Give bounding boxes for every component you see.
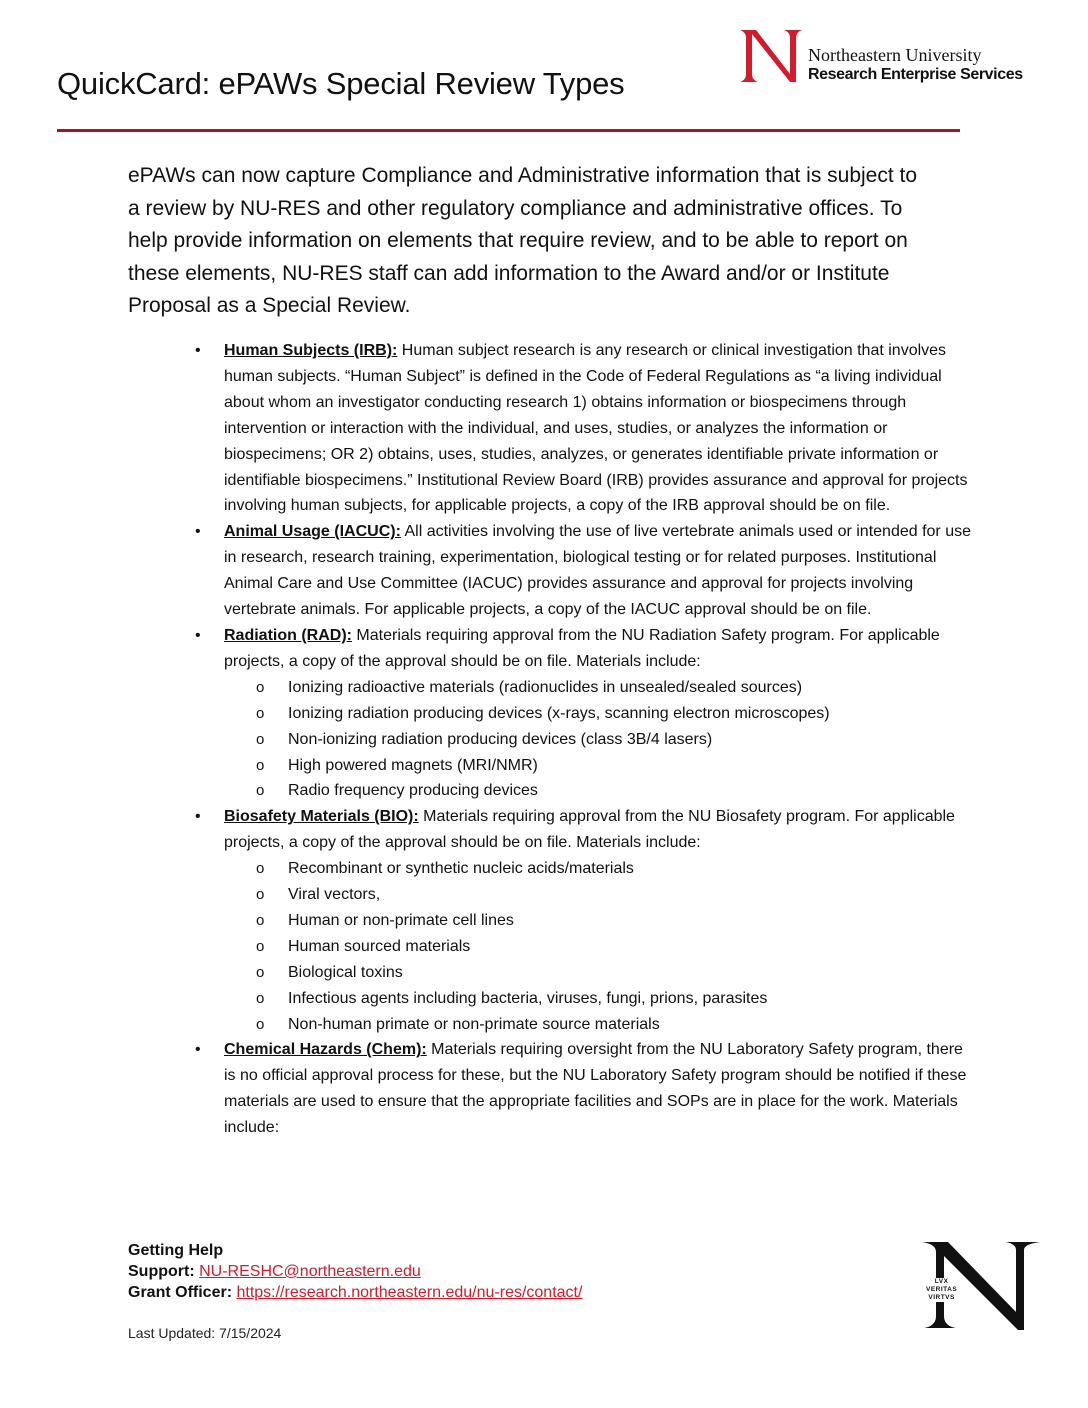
bullet-icon: • xyxy=(195,626,201,644)
list-item-human-subjects xyxy=(192,338,972,519)
list-item-radiation xyxy=(192,623,972,804)
list-item: o Biological toxins xyxy=(224,960,972,986)
circle-bullet-icon: o xyxy=(256,704,265,722)
bullet-icon: • xyxy=(195,808,201,826)
circle-bullet-icon: o xyxy=(256,989,265,1007)
title-divider xyxy=(57,129,960,132)
list-item: o Human or non-primate cell lines xyxy=(224,908,972,934)
circle-bullet-icon: o xyxy=(256,730,265,748)
circle-bullet-icon: o xyxy=(256,963,265,981)
list-item: o Viral vectors, xyxy=(224,882,972,908)
list-item: o Non-ionizing radiation producing devices (class 3B/4 lasers) xyxy=(224,727,972,753)
northeastern-seal-logo xyxy=(920,1238,1042,1333)
special-review-types-list xyxy=(192,338,972,1141)
grant-officer-label: Grant Officer: xyxy=(128,1284,233,1301)
list-item: o Radio frequency producing devices xyxy=(224,778,972,804)
list-item: o High powered magnets (MRI/NMR) xyxy=(224,753,972,779)
review-type-term: Biosafety Materials (BIO): xyxy=(224,808,419,826)
bullet-icon: • xyxy=(195,342,201,359)
list-item: o Ionizing radiation producing devices (x-rays, scanning electron microscopes) xyxy=(224,701,972,727)
unit-name: Research Enterprise Services xyxy=(808,66,1023,83)
page-title: QuickCard: ePAWs Special Review Types xyxy=(57,66,625,101)
review-type-term: Chemical Hazards (Chem): xyxy=(224,1041,427,1059)
circle-bullet-icon: o xyxy=(256,937,265,955)
support-email-link[interactable]: NU-RESHC@northeastern.edu xyxy=(199,1263,421,1280)
circle-bullet-icon: o xyxy=(256,1015,265,1033)
circle-bullet-icon: o xyxy=(256,756,265,774)
northeastern-res-logo xyxy=(738,28,1058,88)
list-item-chemical-hazards xyxy=(192,1037,972,1141)
review-type-term: Animal Usage (IACUC): xyxy=(224,523,401,541)
review-type-description: All activities involving the use of live vertebrate animals used or intended for use in research, research training, experimentation, biological testing or for related purposes. Institutional Animal Care and Use Committee (IACUC) provides assurance and approval for projects involving vertebrate animals. For applicable projects, a copy of the IACUC approval should be on file. xyxy=(224,523,971,619)
getting-help-section xyxy=(128,1240,582,1303)
seal-motto: LVX VERITAS VIRTVS xyxy=(926,1278,958,1301)
radiation-materials-list xyxy=(224,675,972,805)
list-item-animal-usage xyxy=(192,519,972,623)
circle-bullet-icon: o xyxy=(256,911,265,929)
list-item: o Recombinant or synthetic nucleic acids/materials xyxy=(224,856,972,882)
list-item: o Ionizing radioactive materials (radionuclides in unsealed/sealed sources) xyxy=(224,675,972,701)
circle-bullet-icon: o xyxy=(256,678,265,696)
review-type-term: Human Subjects (IRB): xyxy=(224,342,398,359)
bullet-icon: • xyxy=(195,523,201,541)
bullet-icon: • xyxy=(195,1041,201,1059)
grant-officer-line xyxy=(128,1282,582,1303)
circle-bullet-icon: o xyxy=(256,782,265,800)
intro-paragraph xyxy=(128,160,928,323)
list-item: o Human sourced materials xyxy=(224,934,972,960)
review-type-term: Radiation (RAD): xyxy=(224,626,352,644)
list-item: o Infectious agents including bacteria, viruses, fungi, prions, parasites xyxy=(224,986,972,1012)
review-type-description: Materials requiring oversight from the NU Laboratory Safety program, there is no official approval process for these, but the NU Laboratory Safety program should be notified if these materials are used to ensure that the appropriate facilities and SOPs are in place for the work. Materials include: xyxy=(224,1041,967,1137)
list-item: o Non-human primate or non-primate source materials xyxy=(224,1012,972,1038)
circle-bullet-icon: o xyxy=(256,860,265,878)
getting-help-heading: Getting Help xyxy=(128,1242,224,1259)
list-item-biosafety xyxy=(192,804,972,1037)
last-updated: Last Updated: 7/15/2024 xyxy=(128,1325,282,1341)
intro-text: ePAWs can now capture Compliance and Administrative information that is subject to a review by NU-RES and other regulatory compliance and administrative offices. To help provide information on elements that require review, and to be able to report on these elements, NU-RES staff can add information to the Award and/or or Institute Proposal as a Special Review. xyxy=(128,164,918,318)
review-type-description: Materials requiring approval from the NU Biosafety program. For applicable projects, a copy of the approval should be on file. Materials include: xyxy=(224,808,955,852)
support-line xyxy=(128,1261,582,1282)
biosafety-materials-list xyxy=(224,856,972,1037)
circle-bullet-icon: o xyxy=(256,886,265,904)
review-type-description: Materials requiring approval from the NU Radiation Safety program. For applicable projects, a copy of the approval should be on file. Materials include: xyxy=(224,626,940,670)
support-label: Support: xyxy=(128,1263,195,1280)
grant-officer-link[interactable]: https://research.northeastern.edu/nu-res/contact/ xyxy=(236,1284,583,1301)
university-name: Northeastern University xyxy=(808,45,982,65)
review-type-description: Human subject research is any research or clinical investigation that involves human subjects. “Human Subject” is defined in the Code of Federal Regulations as “a living individual about whom an investigator conducting research 1) obtains information or biospecimens through intervention or interaction with the individual, and uses, studies, or analyzes the information or biospecimens; OR 2) obtains, uses, studies, analyzes, or generates identifiable private information or identifiable biospecimens.” Institutional Review Board (IRB) provides assurance and approval for projects involving human subjects, for applicable projects, a copy of the IRB approval should be on file. xyxy=(224,342,968,515)
northeastern-n-logo-icon xyxy=(738,28,804,84)
